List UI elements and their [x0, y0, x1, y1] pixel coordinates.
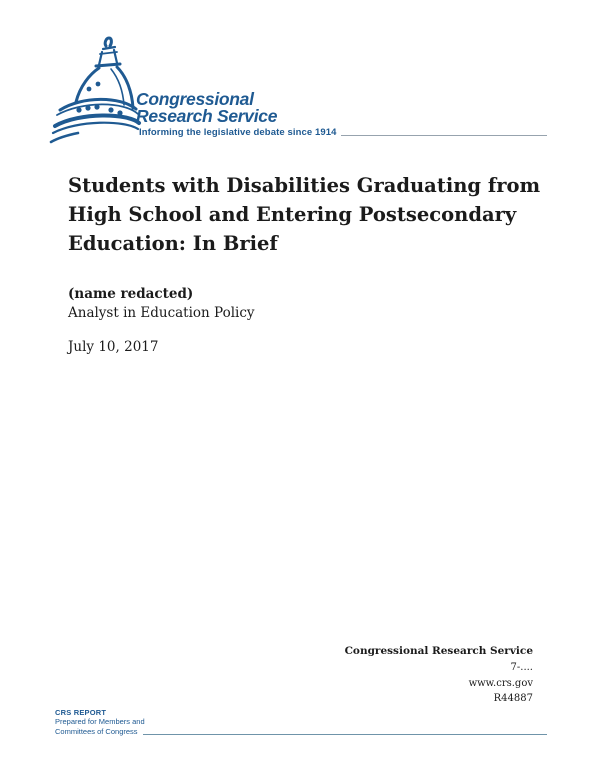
logo-tagline: Informing the legislative debate since 1914 [139, 127, 337, 138]
report-title [68, 171, 568, 258]
header-rule [341, 135, 547, 136]
crs-report-line1: Prepared for Members and [55, 717, 145, 727]
report-title-line: Education: In Brief [68, 232, 278, 255]
crs-report-label: CRS REPORT [55, 708, 107, 717]
footer-org-name: Congressional Research Service [344, 645, 533, 657]
footer-website: www.crs.gov [468, 677, 533, 689]
footer-phone: 7-.... [510, 661, 533, 673]
report-date: July 10, 2017 [68, 339, 159, 355]
footer-rule [143, 734, 547, 735]
logo-wordmark [136, 91, 547, 138]
author-name: (name redacted) [68, 286, 194, 302]
logo-org-line2: Research Service [136, 105, 278, 126]
capitol-dome-icon [48, 34, 142, 144]
crs-report-line2: Committees of Congress [55, 726, 138, 736]
crs-report-block [55, 708, 547, 736]
logo-org-line1: Congressional [136, 89, 254, 109]
report-title-line: Students with Disabilities Graduating from [68, 174, 541, 197]
author-block [68, 285, 255, 357]
report-title-line: High School and Entering Postsecondary [68, 203, 517, 226]
author-role: Analyst in Education Policy [68, 304, 255, 321]
report-number: R44887 [493, 693, 533, 705]
report-id-block [345, 644, 533, 707]
